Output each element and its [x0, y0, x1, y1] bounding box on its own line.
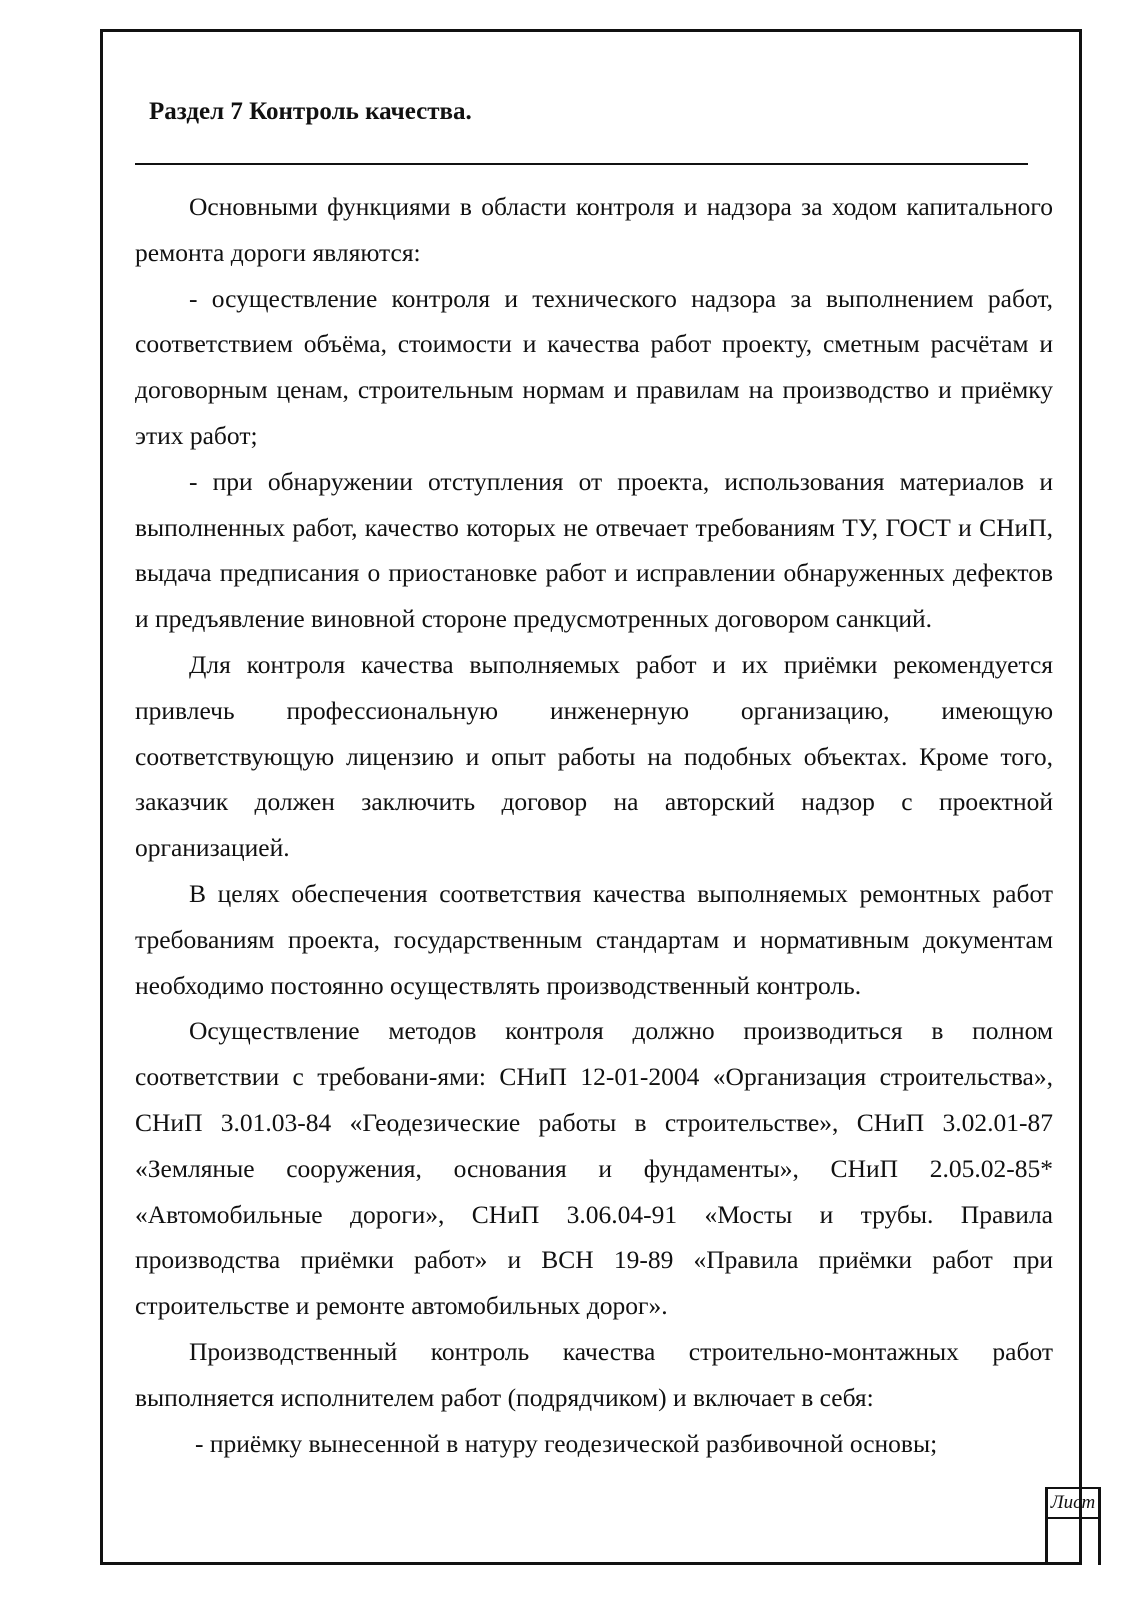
list-item-supervision: - осуществление контроля и технического надзора за выполнением работ, соответствием объёма, стоимости и качества работ проекту, сметным расчётам и договорным ценам, строительным нормам и правилам на производство и приёмку этих работ;	[135, 283, 1053, 450]
paragraph-production-control: В целях обеспечения соответствия качества выполняемых ремонтных работ требованиям проекта, государственным стандартам и нормативным документам необходимо постоянно осуществлять производственный контроль.	[135, 878, 1053, 1000]
sheet-label: Лист	[1048, 1489, 1098, 1519]
paragraph-standards: Осуществление методов контроля должно производиться в полном соответствии с требовани-ями: СНиП 12-01-2004 «Организация строительства», СНиП 3.01.03-84 «Геодезические работы в строительстве», СНиП 3.02.01-87 «Земляные сооружения, основания и фундаменты», СНиП 2.05.02-85* «Автомобильные дороги», СНиП 3.06.04-91 «Мосты и трубы. Правила производства приёмки работ» и ВСН 19-89 «Правила приёмки работ при строительстве и ремонте автомобильных дорог».	[135, 1016, 1053, 1321]
sheet-stamp	[1045, 1487, 1101, 1565]
paragraph-engineering-organization: Для контроля качества выполняемых работ и их приёмки рекомендуется привлечь профессиональную инженерную организацию, имеющую соответствующую лицензию и опыт работы на подобных объектах. Кроме того, заказчик должен заключить договор на авторский надзор с проектной организацией.	[135, 649, 1053, 863]
paragraph-contractor-control: Производственный контроль качества строительно-монтажных работ выполняется исполнителем работ (подрядчиком) и включает в себя:	[135, 1336, 1053, 1412]
paragraph-intro: Основными функциями в области контроля и надзора за ходом капитального ремонта дороги являются:	[135, 192, 1053, 267]
sheet-number	[1048, 1519, 1098, 1563]
section-title: Раздел 7 Контроль качества.	[149, 98, 472, 125]
list-item-geodetic-base: - приёмку вынесенной в натуру геодезической разбивочной основы;	[195, 1428, 938, 1458]
document-body	[135, 184, 1053, 1466]
list-item-deviations: - при обнаружении отступления от проекта, использования материалов и выполненных работ, качество которых не отвечает требованиям ТУ, ГОСТ и СНиП, выдача предписания о приостановке работ и исправлении обнаруженных дефектов и предъявление виновной стороне предусмотренных договором санкций.	[135, 466, 1053, 634]
title-underline	[135, 163, 1028, 165]
